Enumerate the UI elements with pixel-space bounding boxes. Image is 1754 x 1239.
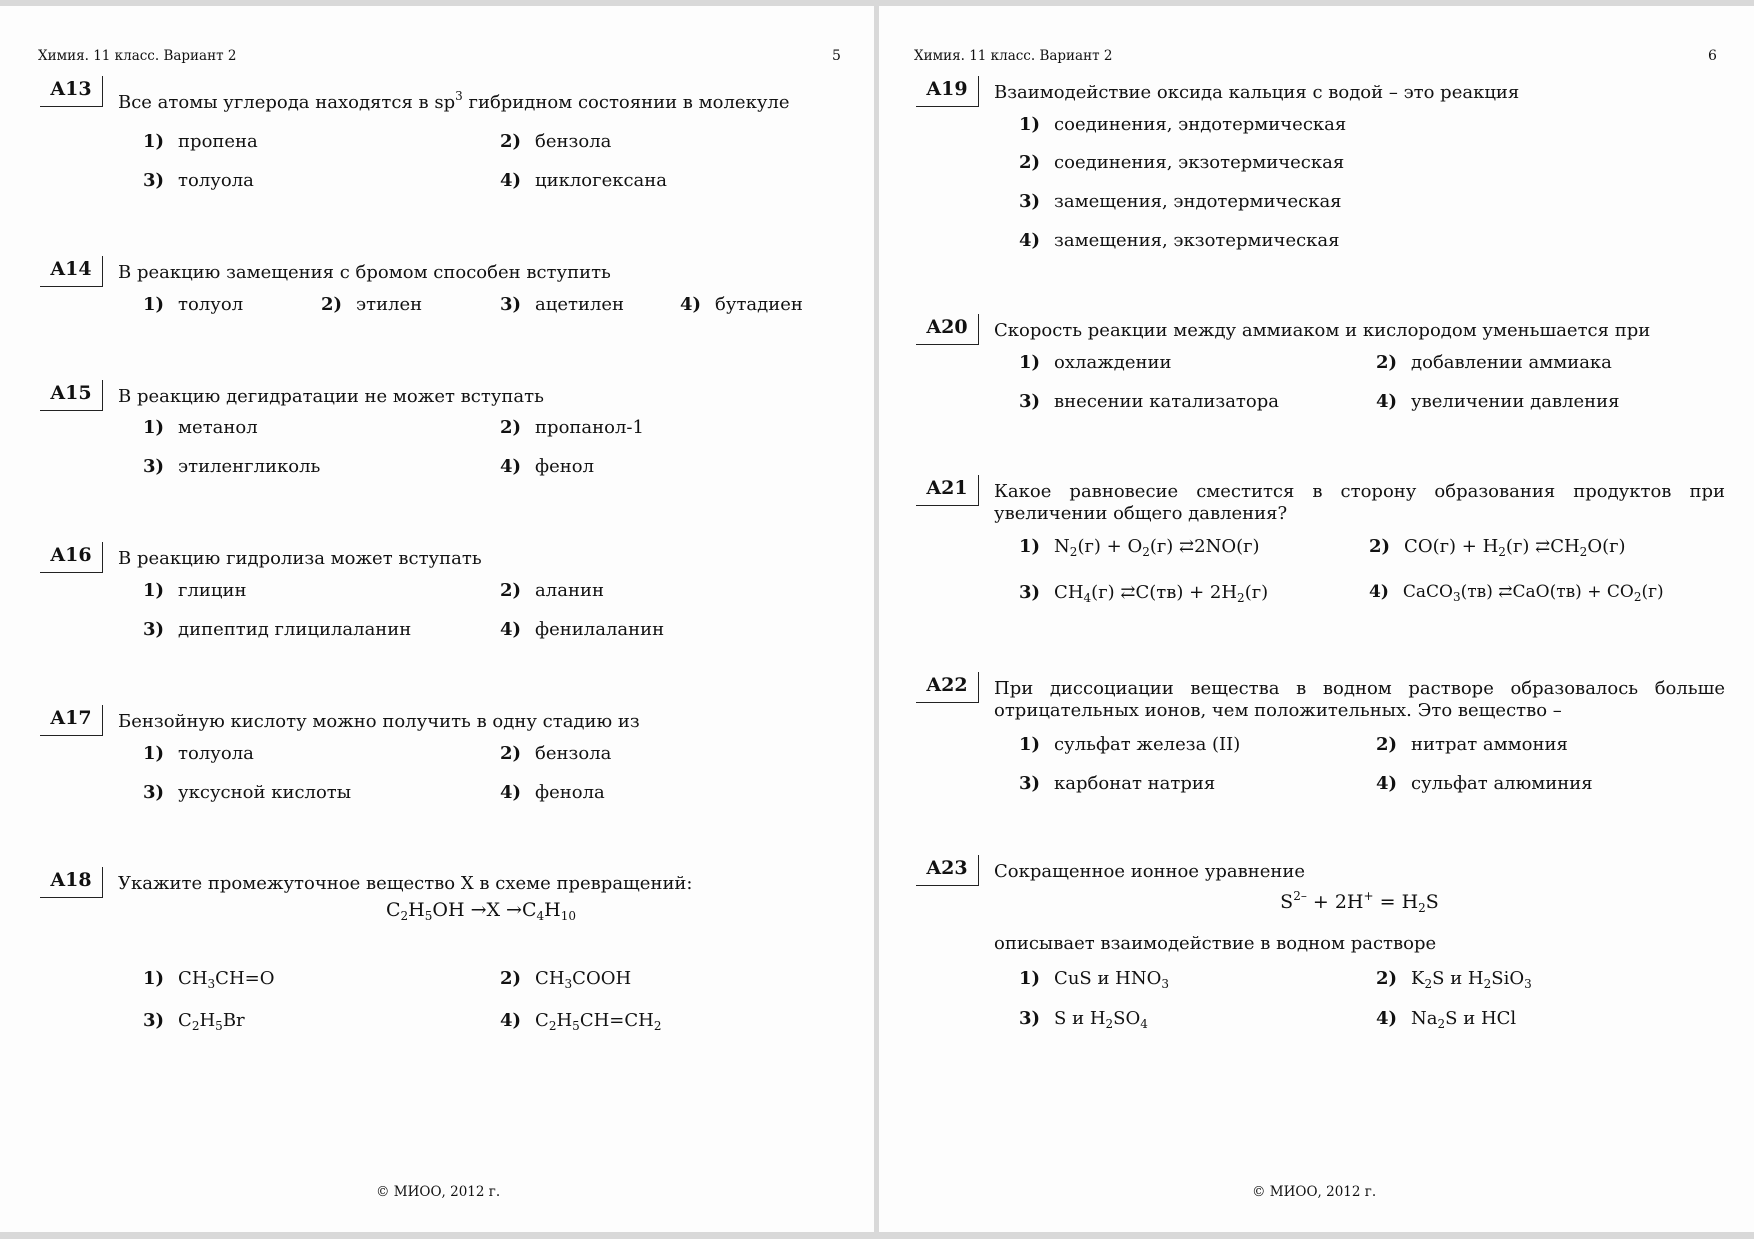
option-1[interactable]: 1) сульфат железа (II) <box>1019 734 1241 755</box>
option-2[interactable]: 2) аланин <box>500 580 604 601</box>
option-4[interactable]: 4) фенол <box>500 456 595 477</box>
option-2[interactable]: 2) добавлении аммиака <box>1376 352 1612 373</box>
question-text: В реакцию замещения с бромом способен вступить <box>118 262 611 283</box>
question-text: Скорость реакции между аммиаком и кислородом уменьшается при <box>994 320 1651 341</box>
option-1[interactable]: 1) глицин <box>143 580 247 601</box>
option-3[interactable]: 3) толуола <box>143 170 254 191</box>
option-3[interactable]: 3) ацетилен <box>500 294 625 315</box>
option-3[interactable]: 3) внесении катализатора <box>1019 391 1279 412</box>
page-header: Химия. 11 класс. Вариант 2 <box>914 48 1113 64</box>
option-2[interactable]: 2) этилен <box>321 294 423 315</box>
option-4[interactable]: 4) замещения, экзотермическая <box>1019 230 1340 251</box>
option-3[interactable]: 3) этиленгликоль <box>143 456 321 477</box>
reaction-scheme: $C_2H_5OH \to X \to C_4H_{10}$ <box>385 899 577 923</box>
question-code: A21 <box>916 475 979 506</box>
page-footer: © МИОО, 2012 г. <box>376 1184 501 1200</box>
page-number: 6 <box>1708 48 1717 64</box>
option-4[interactable]: 4) фенола <box>500 782 605 803</box>
question-code: A23 <box>916 855 979 886</box>
option-2[interactable]: 2) нитрат аммония <box>1376 734 1568 755</box>
option-4[interactable]: 4) CaCO$_3$(тв) ⇄CaO(тв) + $CO_2(г)$ <box>1369 582 1664 604</box>
page-footer: © МИОО, 2012 г. <box>1252 1184 1377 1200</box>
question-code: A20 <box>916 314 979 345</box>
question-code: A16 <box>40 542 103 573</box>
question-text: В реакцию гидролиза может вступать <box>118 548 482 569</box>
question-text: В реакцию дегидратации не может вступать <box>118 386 544 407</box>
option-4[interactable]: 4) циклогексана <box>500 170 668 191</box>
option-1[interactable]: 1) CuS и $HNO_3$ <box>1019 968 1170 991</box>
page-header: Химия. 11 класс. Вариант 2 <box>38 48 237 64</box>
question-code: A17 <box>40 705 103 736</box>
page-right <box>879 6 1754 1232</box>
question-text: Укажите промежуточное вещество X в схеме превращений: <box>118 873 693 894</box>
option-3[interactable]: 3) $C_2H_5Br$ <box>143 1010 245 1033</box>
question-text: При диссоциации вещества в водном растворе образовалось больше отрицательных ионов, чем положительных. Это вещество – <box>994 678 1725 721</box>
option-4[interactable]: 4) фенилаланин <box>500 619 665 640</box>
ionic-equation: $S^{2-} + 2H^+ = H_2S$ <box>1280 889 1439 915</box>
option-2[interactable]: 2) $CO(г) + H_2(г)$ $⇄CH_2O(г)$ <box>1369 536 1626 559</box>
option-2[interactable]: 2) пропанол-1 <box>500 417 644 438</box>
option-4[interactable]: 4) сульфат алюминия <box>1376 773 1593 794</box>
option-2[interactable]: 2) $K_2S$ и $H_2SiO_3$ <box>1376 968 1532 991</box>
option-1[interactable]: 1) $N_2(г) + O_2(г)$ ⇄2NO(г) <box>1019 536 1260 559</box>
option-1[interactable]: 1) пропена <box>143 131 258 152</box>
option-2[interactable]: 2) соединения, экзотермическая <box>1019 152 1345 173</box>
option-3[interactable]: 3) S и $H_2SO_4$ <box>1019 1008 1148 1031</box>
option-4[interactable]: 4) $C_2H_5CH=CH_2$ <box>500 1010 662 1033</box>
option-3[interactable]: 3) уксусной кислоты <box>143 782 352 803</box>
page-number: 5 <box>832 48 841 64</box>
question-text: Сокращенное ионное уравнение <box>994 861 1306 882</box>
option-1[interactable]: 1) $CH_3CH=O$ <box>143 968 275 991</box>
question-text: Какое равновесие сместится в сторону образования продуктов при увеличении общего давления? <box>994 481 1725 524</box>
option-1[interactable]: 1) метанол <box>143 417 258 438</box>
question-code: A15 <box>40 380 103 411</box>
option-4[interactable]: 4) $Na_2S$ и HCl <box>1376 1008 1517 1031</box>
option-3[interactable]: 3) $CH_4(г)$ ⇄C(тв) + $2H_2(г)$ <box>1019 582 1269 605</box>
question-code: A14 <box>40 256 103 287</box>
option-2[interactable]: 2) $CH_3COOH$ <box>500 968 632 991</box>
option-1[interactable]: 1) охлаждении <box>1019 352 1172 373</box>
question-code: A22 <box>916 672 979 703</box>
question-code: A19 <box>916 76 979 107</box>
page-left <box>0 6 874 1232</box>
question-text: Бензойную кислоту можно получить в одну стадию из <box>118 711 640 732</box>
option-3[interactable]: 3) карбонат натрия <box>1019 773 1216 794</box>
question-text: Взаимодействие оксида кальция с водой – это реакция <box>994 82 1520 103</box>
question-text: Все атомы углерода находятся в $sp^3$ гибридном состоянии в молекуле <box>118 89 790 113</box>
option-2[interactable]: 2) бензола <box>500 743 612 764</box>
question-text-continued: описывает взаимодействие в водном растворе <box>994 933 1437 954</box>
option-3[interactable]: 3) замещения, эндотермическая <box>1019 191 1342 212</box>
option-4[interactable]: 4) бутадиен <box>680 294 803 315</box>
question-code: A18 <box>40 867 103 898</box>
option-1[interactable]: 1) соединения, эндотермическая <box>1019 114 1347 135</box>
option-4[interactable]: 4) увеличении давления <box>1376 391 1620 412</box>
option-1[interactable]: 1) толуол <box>143 294 244 315</box>
option-3[interactable]: 3) дипептид глицилаланин <box>143 619 412 640</box>
option-2[interactable]: 2) бензола <box>500 131 612 152</box>
question-code: A13 <box>40 76 103 107</box>
option-1[interactable]: 1) толуола <box>143 743 254 764</box>
